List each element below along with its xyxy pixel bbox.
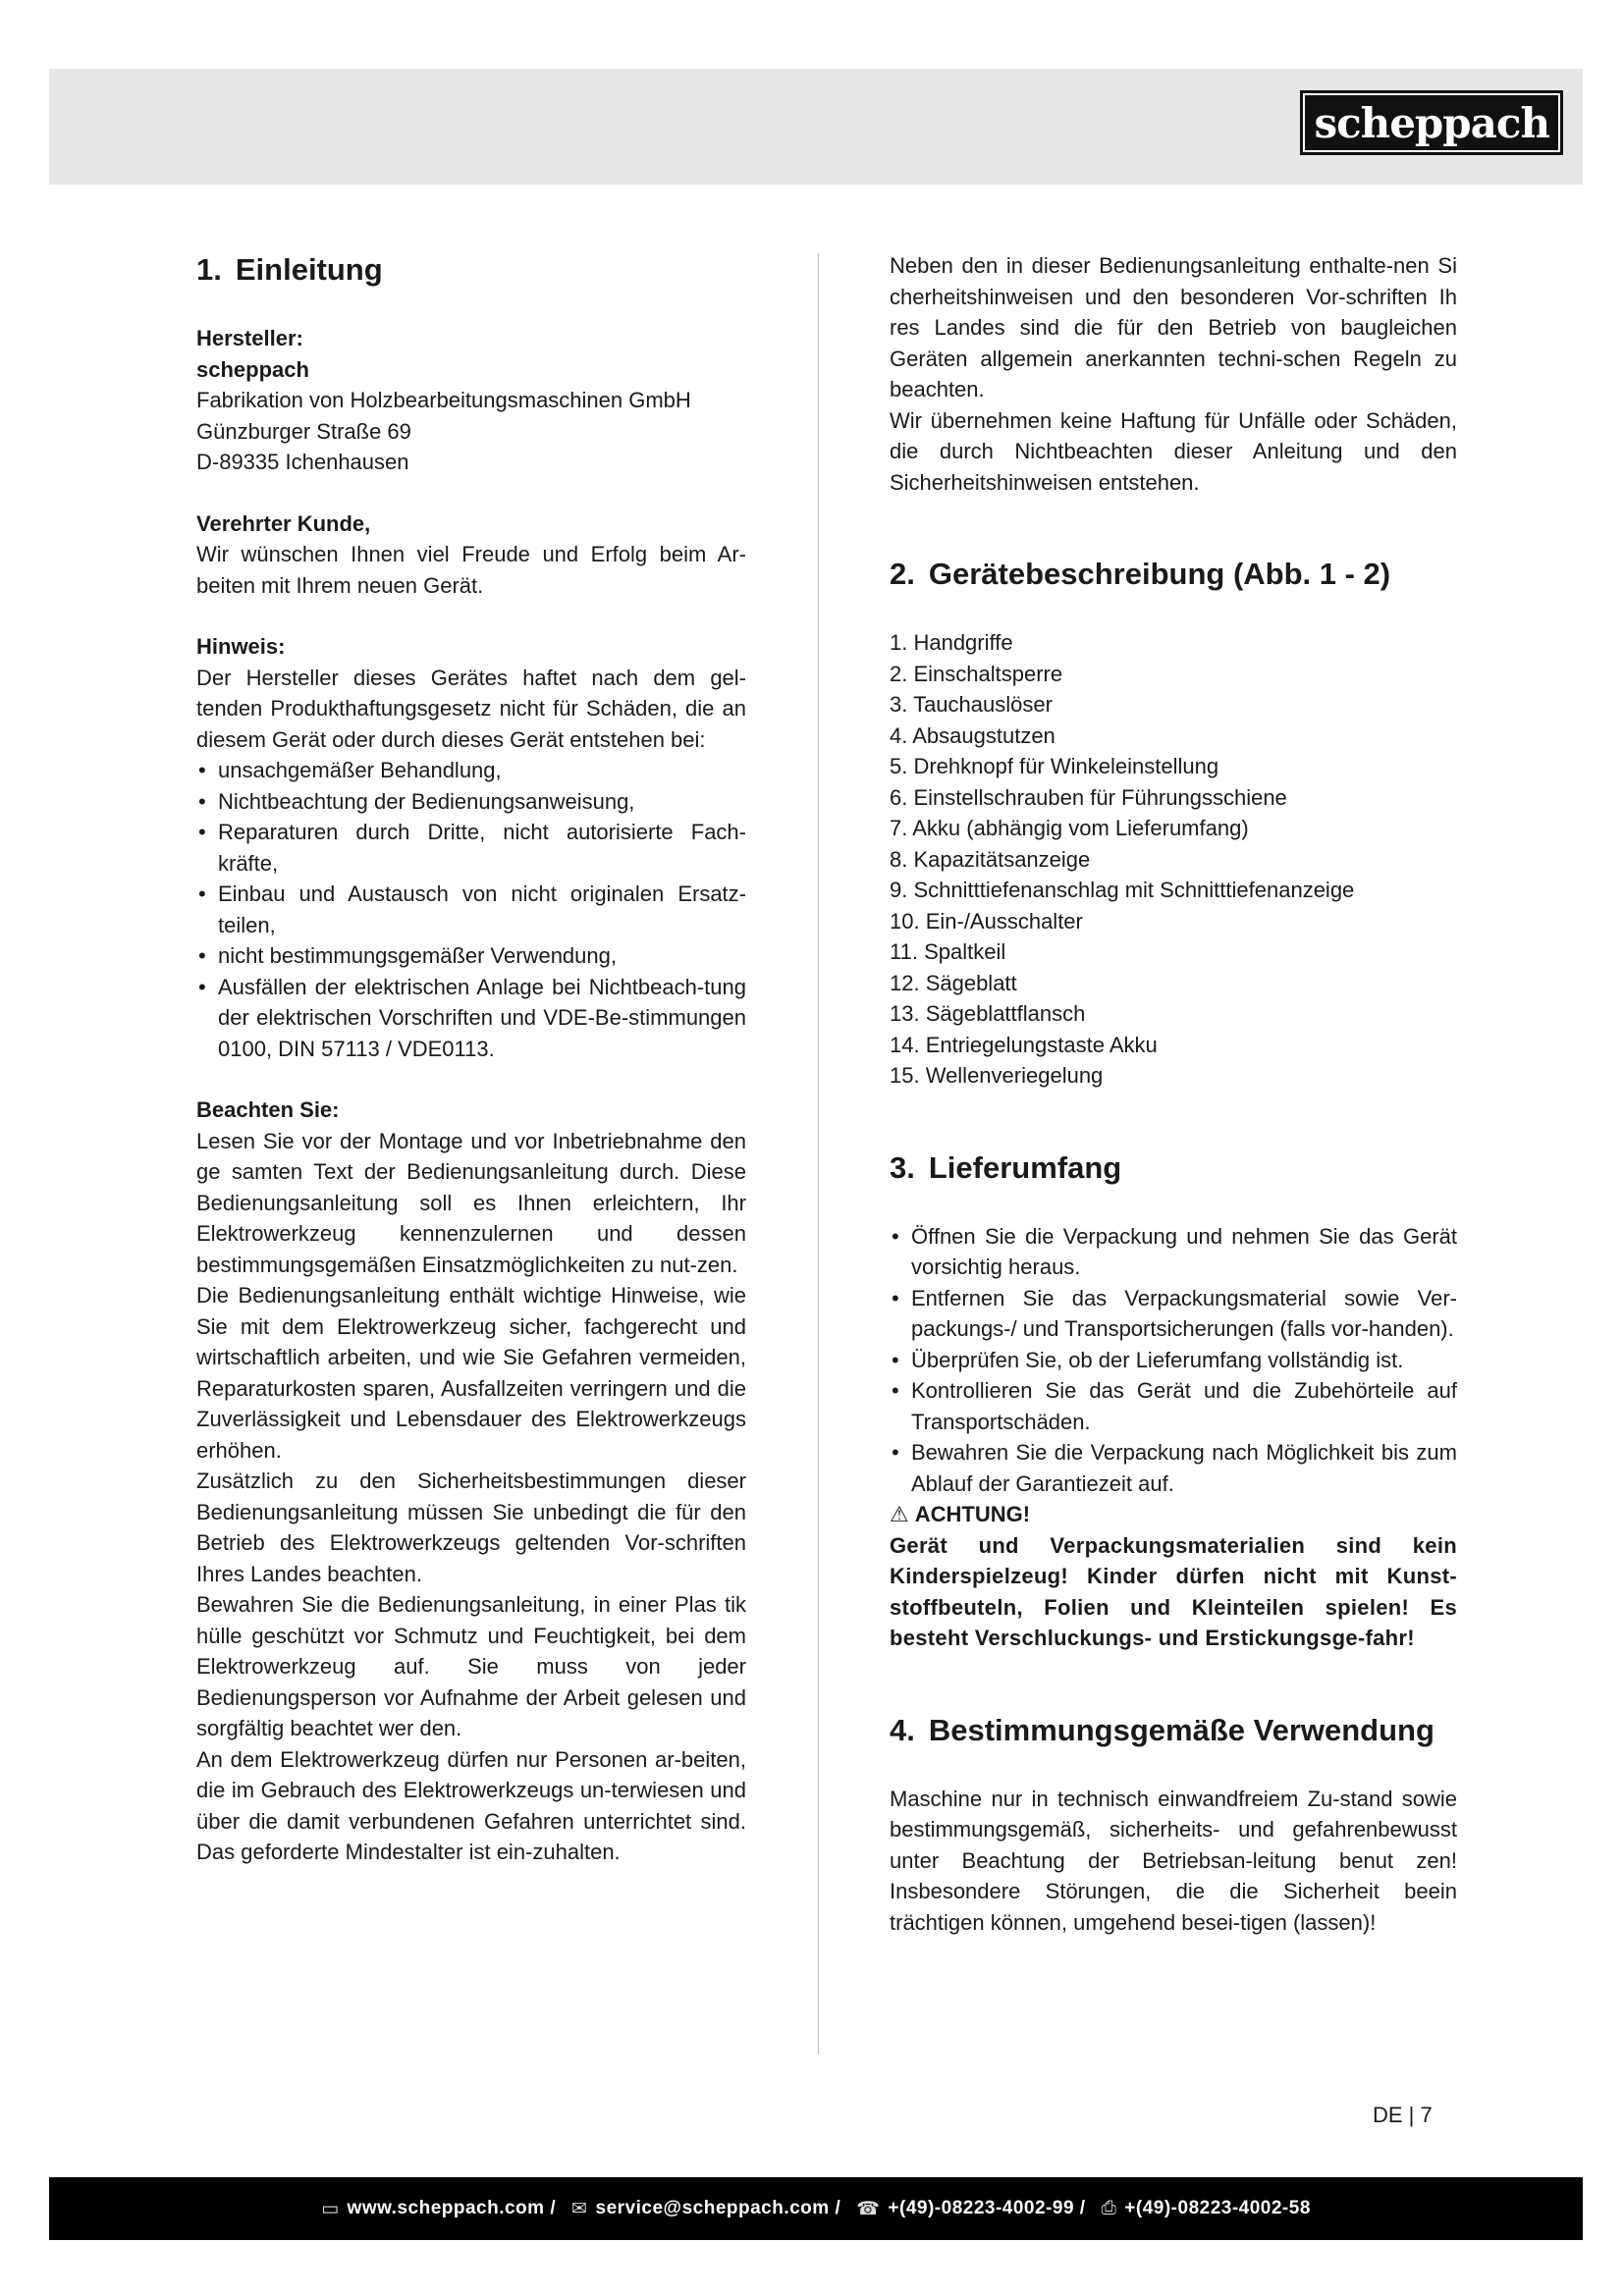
use-text: Maschine nur in technisch einwandfreiem Zu-stand sowie bestimmungsgemäß, sicherheits- und gefahrenbewusst unter Beachtung der Betriebsan-leitung benut zen! Insbesondere Störungen, die die Sicherheit beein trächtigen können, umgehend besei-tigen (lassen)! bbox=[890, 1786, 1457, 1935]
paragraph: Wir übernehmen keine Haftung für Unfälle oder Schäden, die durch Nichtbeachten dieser Anleitung und den Sicherheitshinweisen entstehen. bbox=[890, 407, 1457, 495]
paragraph: An dem Elektrowerkzeug dürfen nur Personen ar-beiten, die im Gebrauch des Elektrowerkzeugs un-terwiesen und über die damit verbundenen Gefahren unterrichtet sind. Das geforderte Mindestalter ist ein-zuhalten. bbox=[196, 1746, 746, 1864]
list-item: • Einbau und Austausch von nicht originalen Ersatz-teilen, bbox=[196, 879, 746, 940]
list-item: • Ausfällen der elektrischen Anlage bei Nichtbeach-tung der elektrischen Vorschriften und VDE-Be-stimmungen 0100, DIN 57113 / VDE0113. bbox=[196, 972, 746, 1065]
section-4-heading bbox=[890, 1711, 1457, 1750]
address-line: Günzburger Straße 69 bbox=[196, 418, 411, 444]
website-link[interactable]: www.scheppach.com / bbox=[347, 2198, 557, 2218]
list-item: 4. Absaugstutzen bbox=[890, 722, 1056, 748]
phone-icon: ☎ bbox=[856, 2198, 881, 2219]
list-item: 15. Wellenveriegelung bbox=[890, 1063, 1104, 1088]
warning-title-line bbox=[890, 1499, 1457, 1530]
list-item: • Nichtbeachtung der Bedienungsanweisung, bbox=[196, 786, 746, 818]
column-divider bbox=[818, 253, 819, 2055]
paragraph: Zusätzlich zu den Sicherheitsbestimmungen dieser Bedienungsanleitung müssen Sie unbedingt die für den Betrieb des Elektrowerkzeugs geltenden Vor-schriften Ihres Landes beachten. bbox=[196, 1468, 746, 1586]
list-item: 13. Sägeblattflansch bbox=[890, 1001, 1086, 1026]
note-label: Hinweis: bbox=[196, 634, 286, 659]
intro-block bbox=[890, 250, 1457, 498]
footer-band bbox=[49, 2177, 1583, 2240]
list-item: • nicht bestimmungsgemäßer Verwendung, bbox=[196, 940, 746, 972]
list-item: 1. Handgriffe bbox=[890, 630, 1013, 655]
section-title: Einleitung bbox=[235, 252, 383, 287]
section-1-heading bbox=[196, 250, 746, 290]
warning-text: Gerät und Verpackungsmaterialien sind kein Kinderspielzeug! Kinder dürfen nicht mit Kunst-stoffbeuteln, Folien und Kleinteilen spielen! Es besteht Verschluckungs- und Erstickungsge-fahr! bbox=[890, 1532, 1457, 1650]
attention-label: Beachten Sie: bbox=[196, 1097, 340, 1122]
list-item: • Überprüfen Sie, ob der Lieferumfang vollständig ist. bbox=[890, 1345, 1457, 1376]
address-line: D-89335 Ichenhausen bbox=[196, 450, 409, 474]
list-item: 5. Drehknopf für Winkeleinstellung bbox=[890, 754, 1219, 778]
note-block bbox=[196, 631, 746, 1064]
list-item: 8. Kapazitätsanzeige bbox=[890, 846, 1091, 872]
header-band bbox=[49, 69, 1583, 185]
list-item: • Kontrollieren Sie das Gerät und die Zubehörteile auf Transportschäden. bbox=[890, 1375, 1457, 1437]
paragraph: Neben den in dieser Bedienungsanleitung enthalte-nen Si cherheitshinweisen und den besonderen Vor-schriften Ih res Landes sind die für den Betrieb von baugleichen Geräten allgemein anerkannten techni-schen Regeln zu beachten. bbox=[890, 253, 1457, 401]
brand-logo: scheppach bbox=[1300, 90, 1563, 155]
list-item: • Öffnen Sie die Verpackung und nehmen Sie das Gerät vorsichtig heraus. bbox=[890, 1221, 1457, 1283]
warning-icon: ⚠ bbox=[890, 1502, 909, 1526]
section-number: 4. bbox=[890, 1712, 915, 1747]
section-2-heading bbox=[890, 555, 1457, 594]
list-item: • Entfernen Sie das Verpackungsmaterial sowie Ver-packungs-/ und Transportsicherungen (falls vor-handen). bbox=[890, 1283, 1457, 1345]
fax-icon: ⎙ bbox=[1101, 2198, 1117, 2218]
list-item: • Bewahren Sie die Verpackung nach Möglichkeit bis zum Ablauf der Garantiezeit auf. bbox=[890, 1437, 1457, 1499]
list-item: 2. Einschaltsperre bbox=[890, 661, 1063, 686]
section-title: Lieferumfang bbox=[928, 1149, 1122, 1185]
attention-block bbox=[196, 1095, 746, 1868]
list-item: 7. Akku (abhängig vom Lieferumfang) bbox=[890, 816, 1249, 840]
list-item: 11. Spaltkeil bbox=[890, 939, 1006, 964]
customer-block bbox=[196, 508, 746, 602]
paragraph: Lesen Sie vor der Montage und vor Inbetriebnahme den ge samten Text der Bedienungsanleitung durch. Diese Bedienungsanleitung soll es Ihnen erleichtern, Ihr Elektrowerkzeug kennenzulernen und dessen bestimmungsgemäßen Einsatzmöglichkeiten zu nut-zen. bbox=[196, 1128, 746, 1277]
manufacturer-name: scheppach bbox=[196, 356, 309, 382]
manufacturer-block bbox=[196, 323, 746, 478]
list-item: 9. Schnitttiefenanschlag mit Schnitttiefenanzeige bbox=[890, 878, 1355, 902]
section-number: 2. bbox=[890, 557, 915, 591]
address-line: Fabrikation von Holzbearbeitungsmaschinen GmbH bbox=[196, 388, 691, 412]
parts-list bbox=[890, 627, 1457, 1092]
delivery-list bbox=[890, 1221, 1457, 1500]
list-item: 6. Einstellschrauben für Führungsschiene bbox=[890, 784, 1287, 810]
warning-title: ACHTUNG! bbox=[914, 1502, 1031, 1526]
list-item: • Reparaturen durch Dritte, nicht autorisierte Fach-kräfte, bbox=[196, 817, 746, 879]
monitor-icon: ▭ bbox=[321, 2198, 340, 2219]
note-text: Der Hersteller dieses Gerätes haftet nach dem gel-tenden Produkthaftungsgesetz nicht für Schäden, die an diesem Gerät oder durch dieses Gerät entstehen bei: bbox=[196, 665, 746, 752]
warning-block bbox=[890, 1499, 1457, 1654]
list-item: 12. Sägeblatt bbox=[890, 970, 1017, 995]
customer-text: Wir wünschen Ihnen viel Freude und Erfolg beim Ar-beiten mit Ihrem neuen Gerät. bbox=[196, 542, 746, 598]
section-3-heading bbox=[890, 1148, 1457, 1188]
section-number: 1. bbox=[196, 252, 222, 287]
list-item: • unsachgemäßer Behandlung, bbox=[196, 755, 746, 786]
paragraph: Die Bedienungsanleitung enthält wichtige Hinweise, wie Sie mit dem Elektrowerkzeug sicher, fachgerecht und wirtschaftlich arbeiten, und wie Sie Gefahren vermeiden, Reparaturkosten sparen, Ausfallzeiten verringern und die Zuverlässigkeit und Lebensdauer des Elektrowerkzeugs erhöhen. bbox=[196, 1283, 746, 1463]
note-list bbox=[196, 755, 746, 1064]
section-title: Bestimmungsgemäße Verwendung bbox=[928, 1712, 1435, 1747]
fax-number: +(49)-08223-4002-58 bbox=[1124, 2198, 1311, 2218]
left-column bbox=[196, 250, 746, 1898]
section-number: 3. bbox=[890, 1149, 915, 1185]
list-item: 14. Entriegelungstaste Akku bbox=[890, 1032, 1158, 1057]
manufacturer-label: Hersteller: bbox=[196, 326, 303, 350]
page-number: DE | 7 bbox=[1373, 2103, 1433, 2127]
list-item: 3. Tauchauslöser bbox=[890, 692, 1053, 717]
paragraph: Bewahren Sie die Bedienungsanleitung, in einer Plas tik hülle geschützt vor Schmutz und Feuchtigkeit, bei dem Elektrowerkzeug auf. Sie muss von jeder Bedienungsperson vor Aufnahme der Arbeit gelesen und sorgfältig beachtet wer den. bbox=[196, 1592, 746, 1740]
customer-label: Verehrter Kunde, bbox=[196, 510, 371, 536]
email-link[interactable]: service@scheppach.com / bbox=[595, 2198, 841, 2218]
list-item: 10. Ein-/Ausschalter bbox=[890, 908, 1083, 934]
section-title: Gerätebeschreibung (Abb. 1 - 2) bbox=[928, 557, 1391, 591]
mail-icon: ✉ bbox=[571, 2198, 588, 2219]
right-column bbox=[890, 250, 1457, 1938]
phone-number: +(49)-08223-4002-99 / bbox=[888, 2198, 1086, 2218]
